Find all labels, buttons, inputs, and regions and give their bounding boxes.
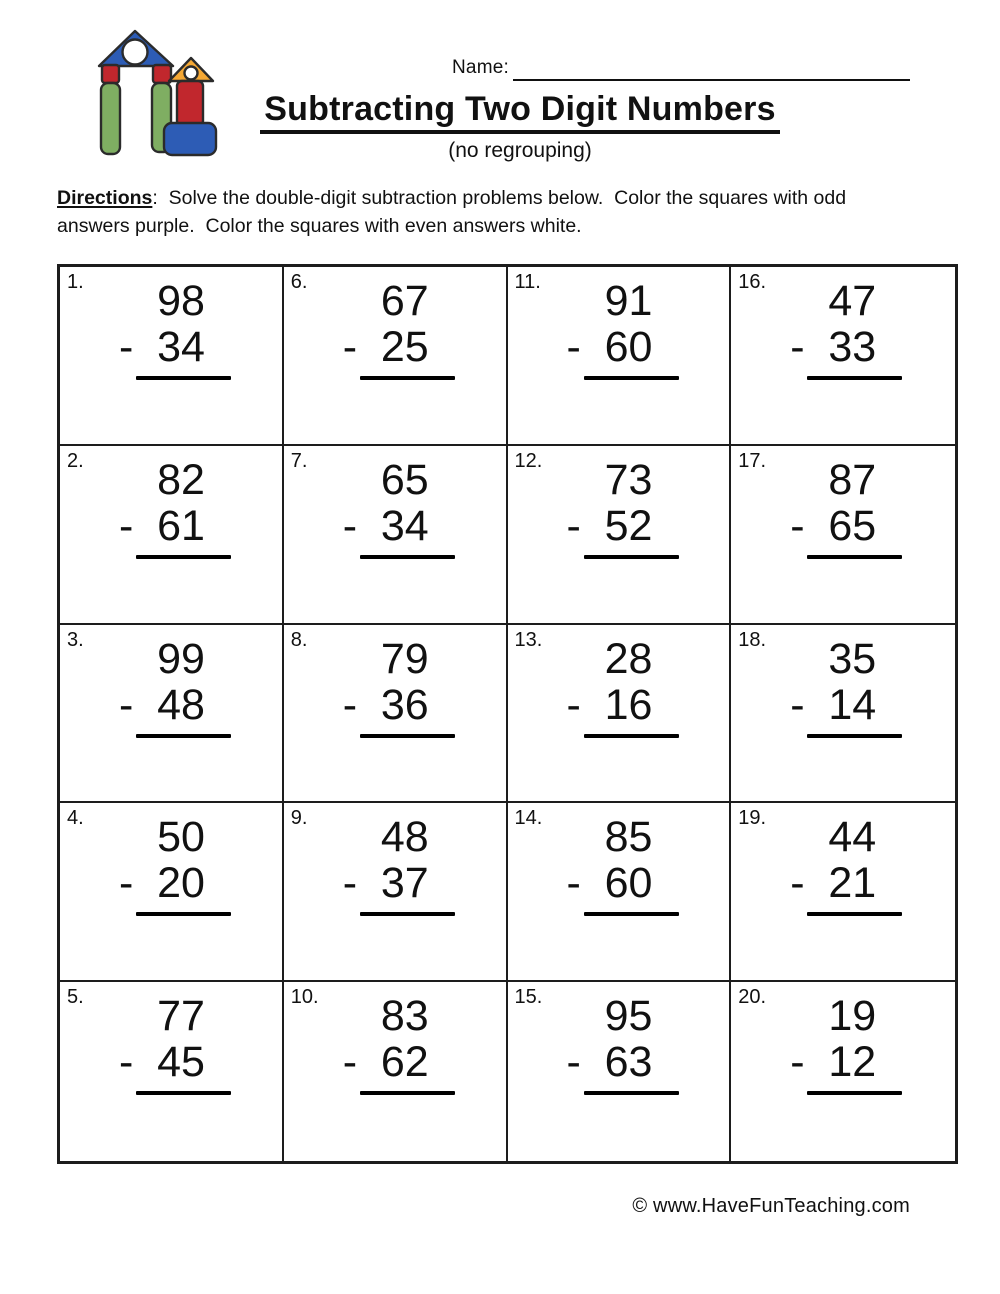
answer-line bbox=[136, 734, 231, 738]
answer-line bbox=[360, 1091, 455, 1095]
subtrahend: 52 bbox=[604, 501, 653, 550]
problem-number: 7. bbox=[290, 449, 308, 472]
subtrahend: 34 bbox=[157, 323, 205, 371]
directions-label: Directions bbox=[57, 187, 153, 209]
subtraction-problem bbox=[564, 814, 694, 916]
minuend: 98 bbox=[157, 277, 205, 325]
minuend: 67 bbox=[380, 277, 429, 325]
answer-line bbox=[136, 555, 231, 559]
problem-number: 8. bbox=[290, 628, 308, 651]
problem-number: 19. bbox=[738, 807, 767, 830]
problem-cell bbox=[508, 267, 732, 446]
page-title bbox=[180, 90, 860, 134]
minuend: 87 bbox=[828, 455, 877, 504]
minuend: 85 bbox=[604, 813, 653, 862]
subtraction-problem bbox=[340, 814, 470, 916]
problem-cell bbox=[508, 625, 732, 804]
minus-sign: - bbox=[566, 859, 581, 908]
problem-cell bbox=[60, 803, 284, 982]
answer-line bbox=[584, 912, 679, 916]
subtraction-problem bbox=[116, 814, 246, 916]
answer-line bbox=[807, 376, 902, 380]
subtrahend: 63 bbox=[604, 1038, 653, 1087]
minus-sign: - bbox=[119, 680, 134, 729]
subtrahend: 25 bbox=[380, 323, 429, 371]
name-blank-line bbox=[513, 79, 910, 81]
minus-sign: - bbox=[790, 1038, 805, 1087]
problem-number: 14. bbox=[514, 807, 543, 830]
problem-number: 15. bbox=[514, 986, 543, 1009]
problem-number: 20. bbox=[738, 986, 767, 1009]
minuend: 95 bbox=[604, 992, 653, 1041]
subtraction-problem bbox=[564, 457, 694, 559]
answer-line bbox=[807, 1091, 902, 1095]
answer-line bbox=[136, 912, 231, 916]
answer-line bbox=[807, 912, 902, 916]
subtraction-problem bbox=[787, 636, 917, 738]
minus-sign: - bbox=[342, 680, 358, 729]
subtrahend: 21 bbox=[828, 859, 877, 908]
subtraction-problem bbox=[340, 278, 470, 380]
minuend: 91 bbox=[604, 277, 653, 325]
subtraction-problem bbox=[564, 278, 694, 380]
problem-cell bbox=[284, 267, 508, 446]
directions-text: : Solve the double-digit subtraction problems below. Color the squares with odd answers purple. Color the squares with even answers white. bbox=[57, 187, 852, 237]
subtraction-problem bbox=[564, 636, 694, 738]
minuend: 79 bbox=[380, 634, 429, 683]
answer-line bbox=[807, 555, 902, 559]
minus-sign: - bbox=[119, 1038, 134, 1087]
problem-number: 10. bbox=[290, 986, 319, 1009]
minuend: 82 bbox=[157, 455, 205, 504]
minuend: 28 bbox=[604, 634, 653, 683]
answer-line bbox=[584, 734, 679, 738]
minus-sign: - bbox=[790, 501, 805, 550]
minus-sign: - bbox=[342, 323, 358, 371]
problem-cell bbox=[284, 982, 508, 1161]
problem-number: 6. bbox=[290, 271, 308, 293]
minus-sign: - bbox=[566, 501, 581, 550]
subtrahend: 37 bbox=[380, 859, 429, 908]
minuend: 50 bbox=[157, 813, 205, 862]
minuend: 83 bbox=[380, 992, 429, 1041]
subtrahend: 16 bbox=[604, 680, 653, 729]
problem-cell bbox=[284, 803, 508, 982]
subtrahend: 34 bbox=[380, 501, 429, 550]
problem-cell bbox=[731, 446, 955, 625]
problem-cell bbox=[284, 446, 508, 625]
subtrahend: 61 bbox=[157, 501, 205, 550]
subtrahend: 60 bbox=[604, 323, 653, 371]
problem-cell bbox=[731, 803, 955, 982]
subtraction-problem bbox=[116, 993, 246, 1095]
subtrahend: 33 bbox=[828, 323, 877, 371]
minuend: 47 bbox=[828, 277, 877, 325]
minus-sign: - bbox=[566, 323, 581, 371]
page-title-text: Subtracting Two Digit Numbers bbox=[260, 90, 779, 134]
minuend: 19 bbox=[828, 992, 877, 1041]
name-label: Name: bbox=[452, 57, 509, 78]
problem-number: 13. bbox=[514, 628, 543, 651]
minuend: 44 bbox=[828, 813, 877, 862]
subtraction-problem bbox=[564, 993, 694, 1095]
subtraction-problem bbox=[116, 457, 246, 559]
subtraction-problem bbox=[787, 457, 917, 559]
problem-number: 18. bbox=[738, 628, 767, 651]
minus-sign: - bbox=[342, 859, 358, 908]
minus-sign: - bbox=[790, 859, 805, 908]
problem-cell bbox=[508, 446, 732, 625]
minus-sign: - bbox=[342, 501, 358, 550]
subtraction-problem bbox=[787, 278, 917, 380]
subtraction-problem bbox=[787, 993, 917, 1095]
problem-number: 5. bbox=[67, 986, 84, 1009]
subtrahend: 12 bbox=[828, 1038, 877, 1087]
subtraction-problem bbox=[340, 636, 470, 738]
directions bbox=[57, 184, 902, 240]
subtrahend: 14 bbox=[828, 680, 877, 729]
minuend: 48 bbox=[380, 813, 429, 862]
answer-line bbox=[360, 912, 455, 916]
minus-sign: - bbox=[566, 680, 581, 729]
problem-cell bbox=[508, 803, 732, 982]
problem-cell bbox=[60, 267, 284, 446]
subtraction-problem bbox=[340, 993, 470, 1095]
subtraction-problem bbox=[340, 457, 470, 559]
problem-cell bbox=[60, 982, 284, 1161]
minus-sign: - bbox=[119, 501, 134, 550]
answer-line bbox=[807, 734, 902, 738]
problem-number: 4. bbox=[67, 807, 84, 830]
subtrahend: 48 bbox=[157, 680, 205, 729]
problem-cell bbox=[731, 625, 955, 804]
subtrahend: 20 bbox=[157, 859, 205, 908]
subtraction-problem bbox=[787, 814, 917, 916]
answer-line bbox=[360, 555, 455, 559]
page-subtitle: (no regrouping) bbox=[448, 139, 592, 162]
problem-number: 12. bbox=[514, 449, 543, 472]
answer-line bbox=[584, 555, 679, 559]
minuend: 35 bbox=[828, 634, 877, 683]
answer-line bbox=[584, 1091, 679, 1095]
minuend: 77 bbox=[157, 992, 205, 1041]
problem-cell bbox=[60, 446, 284, 625]
minus-sign: - bbox=[790, 323, 805, 371]
minuend: 73 bbox=[604, 455, 653, 504]
problem-cell bbox=[731, 267, 955, 446]
subtrahend: 45 bbox=[157, 1038, 205, 1087]
problem-cell bbox=[60, 625, 284, 804]
minus-sign: - bbox=[790, 680, 805, 729]
minus-sign: - bbox=[342, 1038, 358, 1087]
problem-number: 2. bbox=[67, 449, 84, 472]
answer-line bbox=[136, 1091, 231, 1095]
minus-sign: - bbox=[119, 323, 134, 371]
minuend: 65 bbox=[380, 455, 429, 504]
answer-line bbox=[584, 376, 679, 380]
problem-cell bbox=[284, 625, 508, 804]
minus-sign: - bbox=[119, 859, 134, 908]
problem-number: 3. bbox=[67, 628, 84, 651]
answer-line bbox=[360, 376, 455, 380]
problems-grid bbox=[57, 264, 958, 1164]
problem-number: 11. bbox=[514, 271, 541, 293]
problem-number: 17. bbox=[738, 449, 767, 472]
problem-cell bbox=[731, 982, 955, 1161]
problem-number: 1. bbox=[67, 271, 84, 293]
subtrahend: 65 bbox=[828, 501, 877, 550]
problem-number: 9. bbox=[290, 807, 308, 830]
minuend: 99 bbox=[157, 634, 205, 683]
subtraction-problem bbox=[116, 636, 246, 738]
subtrahend: 62 bbox=[380, 1038, 429, 1087]
copyright-footer: © www.HaveFunTeaching.com bbox=[632, 1195, 910, 1217]
problem-cell bbox=[508, 982, 732, 1161]
answer-line bbox=[360, 734, 455, 738]
subtrahend: 60 bbox=[604, 859, 653, 908]
minus-sign: - bbox=[566, 1038, 581, 1087]
subtraction-problem bbox=[116, 278, 246, 380]
problem-number: 16. bbox=[738, 271, 767, 293]
subtrahend: 36 bbox=[380, 680, 429, 729]
answer-line bbox=[136, 376, 231, 380]
